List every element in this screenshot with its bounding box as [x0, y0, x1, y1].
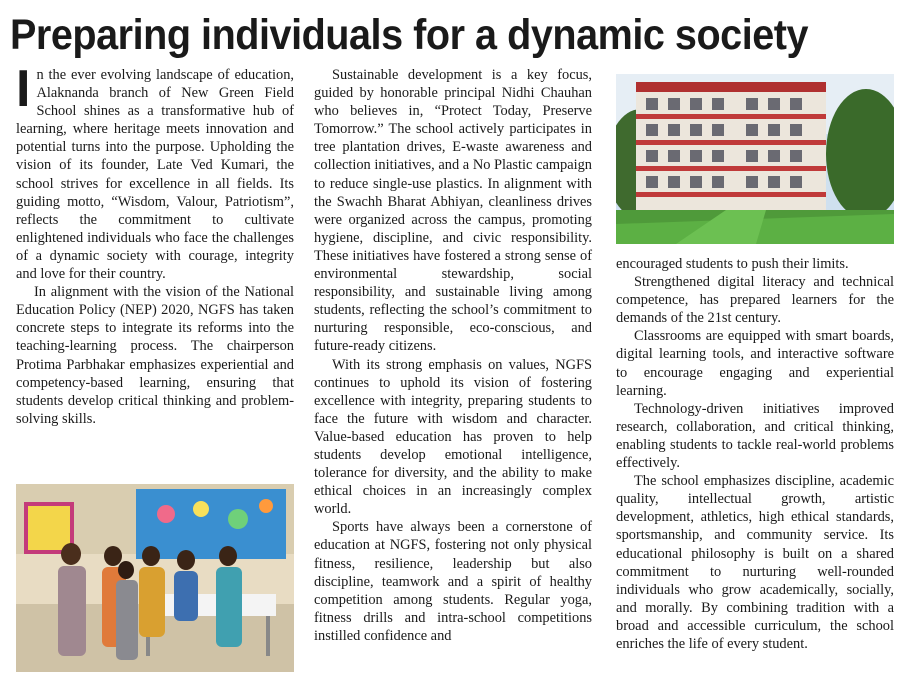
classroom-photo	[16, 484, 294, 672]
headline: Preparing individuals for a dynamic society	[10, 11, 809, 59]
paragraph-intro	[16, 60, 294, 283]
paragraph-sports: Sports have always been a cornerstone of education at NGFS, fostering not only physical fitness, resilience, leadership but also discipline, teamwork and a spirit of healthy competition among students. Regular yoga, fitness drills and intra-school competitions instilled confidence and	[314, 519, 592, 644]
paragraph-nep: In alignment with the vision of the National Education Policy (NEP) 2020, NGFS has taken concrete steps to integrate its reforms into the teaching-learning process. The chairperson Protima Parbhakar emphasizes experiential and competency-based learning, ensuring that students develop critical thinking and problem-solving skills.	[16, 284, 294, 427]
column-1	[16, 60, 294, 428]
paragraph-digital-literacy: Strengthened digital literacy and technical competence, has prepared learners for the demands of the 21st century.	[616, 274, 894, 327]
paragraph-continued: encouraged students to push their limits.	[616, 256, 849, 272]
paragraph-classrooms: Classrooms are equipped with smart boards, digital learning tools, and interactive software to encourage engaging and experiential learning.	[616, 328, 894, 399]
paragraph-philosophy: The school emphasizes discipline, academic quality, intellectual growth, artistic development, athletics, high ethical standards, sportsmanship, and community service. Its educational philosophy is built on a shared commitment to nurturing well-rounded individuals who grow academically, socially, and morally. By combining tradition with a broad and accessible curriculum, the school enriches the life of every student.	[616, 473, 894, 652]
paragraph-sustainability: Sustainable development is a key focus, guided by honorable principal Nidhi Chauhan who believes in, “Protect Today, Preserve Tomorrow.” The school actively participates in tree plantation drives, E-waste awareness and collection initiatives, and a No Plastic campaign to reduce single-use plastics. In alignment with the Swachh Bharat Abhiyan, cleanliness drives were organized across the campus, promoting hygiene, discipline, and civic responsibility. These initiatives have fostered a strong sense of environmental stewardship, social responsibility, and sustainable living among students, reflecting the school’s commitment to nurturing responsible, eco-conscious, and future-ready citizens.	[314, 67, 592, 355]
column-3	[616, 255, 894, 653]
school-building-photo	[616, 74, 894, 244]
drop-cap: I	[16, 60, 31, 118]
paragraph-values: With its strong emphasis on values, NGFS continues to uphold its vision of fostering excellence with integrity, preparing students to face the future with wisdom and character. Value-based education has proven to help students develop emotional intelligence, tolerance for diversity, and the ability to make ethical choices in an increasingly complex world.	[314, 356, 592, 518]
paragraph-technology: Technology-driven initiatives improved research, collaboration, and critical thinking, enabling students to tackle real-world problems effectively.	[616, 400, 894, 472]
column-2	[314, 66, 592, 645]
paragraph-intro-text: n the ever evolving landscape of education, Alaknanda branch of New Green Field School shines as a transformative hub of learning, where heritage meets innovation and potential turns into the purpose. Upholding the vision of its founder, Late Ved Kumari, the school strives for excellence in all fields. Its guiding motto, “Wisdom, Valour, Patriotism”, reflects the commitment to cultivate enlightened individuals who face the challenges of a dynamic society with courage, integrity and love for their country.	[16, 67, 294, 283]
